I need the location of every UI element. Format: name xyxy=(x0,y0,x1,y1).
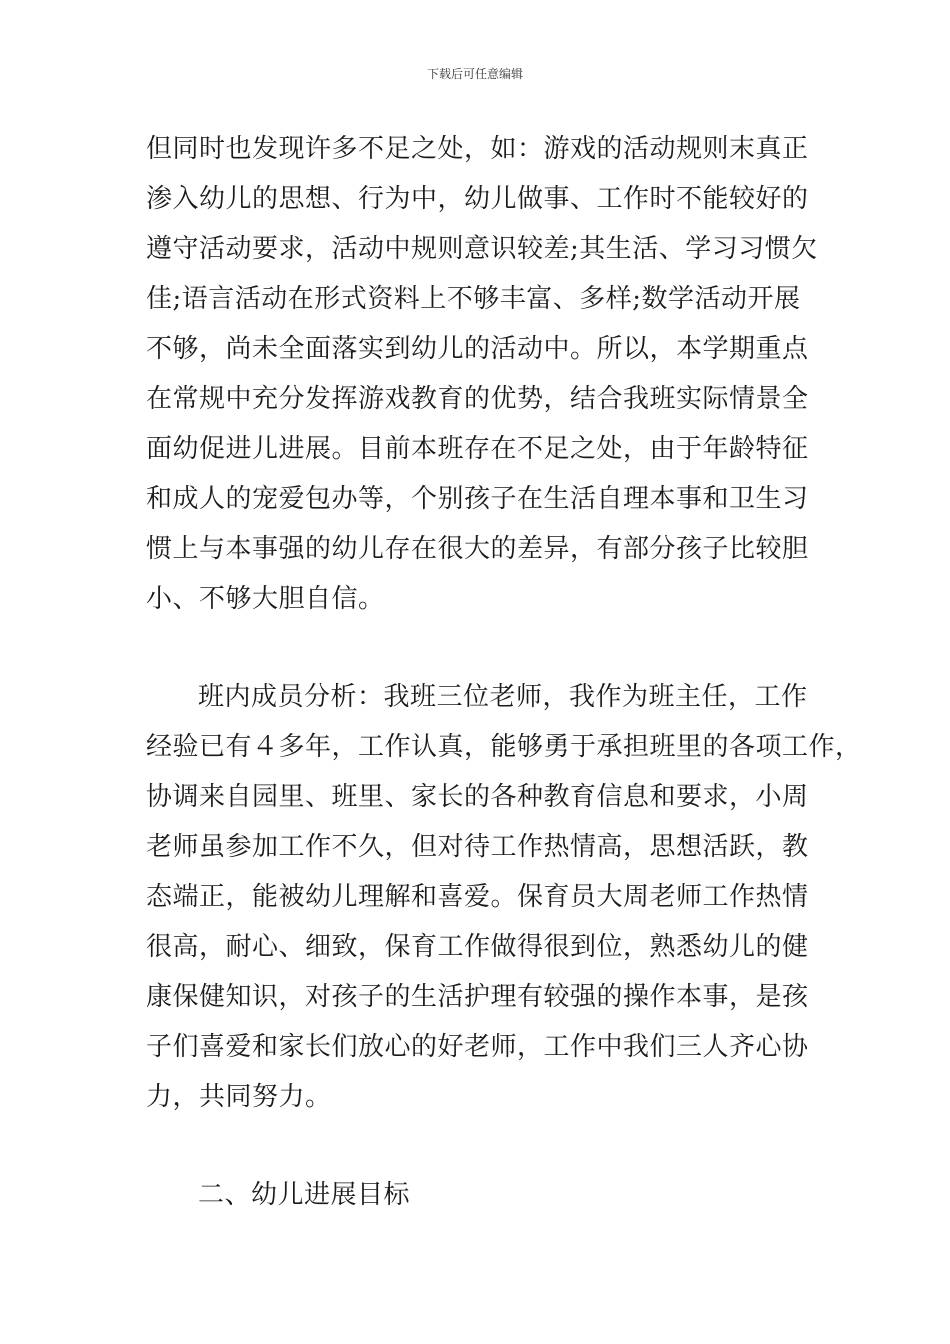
text-line: 很高，耐心、细致，保育工作做得很到位，熟悉幼儿的健 xyxy=(146,932,809,962)
text-line: 老师虽参加工作不久，但对待工作热情高，思想活跃，教 xyxy=(146,832,809,862)
text-line: 班内成员分析：我班三位老师，我作为班主任，工作 xyxy=(198,682,808,712)
text-line: 惯上与本事强的幼儿存在很大的差异，有部分孩子比较胆 xyxy=(146,534,809,564)
text-line: 不够，尚未全面落实到幼儿的活动中。所以，本学期重点 xyxy=(146,334,809,364)
section-heading: 二、幼儿进展目标 xyxy=(198,1180,411,1210)
text-line: 面幼促进儿进展。目前本班存在不足之处，由于年龄特征 xyxy=(146,434,809,464)
text-line: 小、不够大胆自信。 xyxy=(146,584,385,614)
text-line: 子们喜爱和家长们放心的好老师，工作中我们三人齐心协 xyxy=(146,1032,809,1062)
page-header-note: 下载后可任意编辑 xyxy=(426,67,523,81)
text-line: 遵守活动要求，活动中规则意识较差;其生活、学习习惯欠 xyxy=(146,234,818,264)
text-line: 在常规中充分发挥游戏教育的优势，结合我班实际情景全 xyxy=(146,384,809,414)
text-line: 和成人的宠爱包办等，个别孩子在生活自理本事和卫生习 xyxy=(146,484,809,514)
text-line: 经验已有４多年，工作认真，能够勇于承担班里的各项工作， xyxy=(146,732,862,762)
text-line: 康保健知识，对孩子的生活护理有较强的操作本事，是孩 xyxy=(146,982,809,1012)
text-line: 力，共同努力。 xyxy=(146,1082,332,1112)
text-line: 渗入幼儿的思想、行为中，幼儿做事、工作时不能较好的 xyxy=(146,184,809,214)
text-line: 协调来自园里、班里、家长的各种教育信息和要求，小周 xyxy=(146,782,809,812)
text-line: 但同时也发现许多不足之处，如：游戏的活动规则末真正 xyxy=(146,134,809,164)
text-line: 佳;语言活动在形式资料上不够丰富、多样;数学活动开展 xyxy=(146,284,801,314)
text-line: 态端正，能被幼儿理解和喜爱。保育员大周老师工作热情 xyxy=(146,882,809,912)
